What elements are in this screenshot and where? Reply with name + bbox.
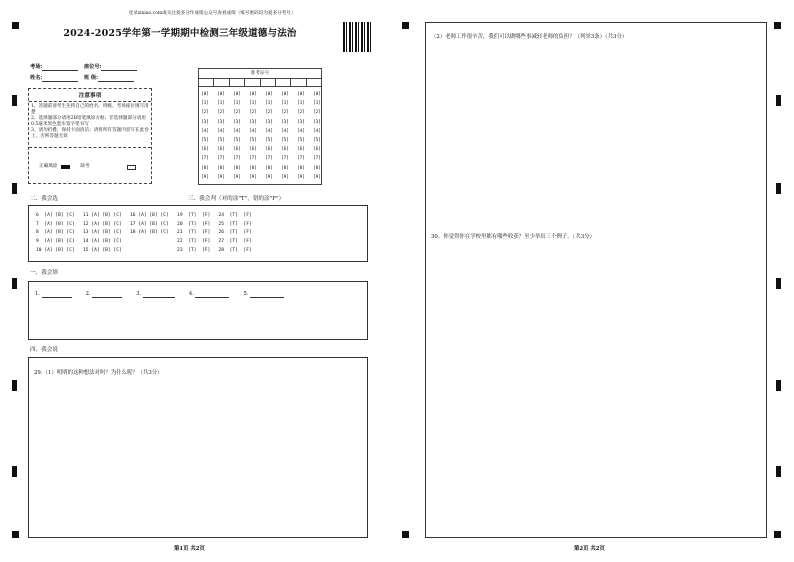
admission-bubble[interactable]: [1] xyxy=(233,101,241,107)
choice-row[interactable]: 10 [A] [B] [C] 15 [A] [B] [C] 23 [T] [F] 28 [T] [F] xyxy=(36,248,252,254)
admission-bubble[interactable]: [1] xyxy=(297,101,305,107)
admission-bubble[interactable]: [4] xyxy=(201,128,209,134)
admission-bubble[interactable]: [4] xyxy=(297,128,305,134)
admission-bubble[interactable]: [8] xyxy=(313,165,321,171)
blank-2[interactable]: 2. xyxy=(86,291,123,298)
admission-bubble[interactable]: [3] xyxy=(217,119,225,125)
admission-bubble[interactable]: [3] xyxy=(297,119,305,125)
timing-mark xyxy=(776,380,781,391)
timing-mark xyxy=(12,380,17,391)
admission-bubble-row[interactable] xyxy=(201,136,321,145)
admission-bubble[interactable]: [8] xyxy=(297,165,305,171)
admission-bubble[interactable]: [1] xyxy=(249,101,257,107)
footer-page-1: 第1页 共2页 xyxy=(174,546,205,552)
admission-bubble[interactable]: [6] xyxy=(217,147,225,153)
admission-bubble[interactable]: [0] xyxy=(233,92,241,98)
notice-item: 3、请勿折叠，保持卡面清洁；请将所有答题内容写在此卷上，否则答题无效 xyxy=(31,127,149,139)
admission-bubble-row[interactable] xyxy=(201,154,321,163)
notice-item: 2、选择题部分请用2B铅笔填涂方框；非选择题部分请用0.5毫米黑色墨水签字笔书写 xyxy=(31,115,146,127)
section3-label: 三、我会判（对的涂"T"，错的涂"F"） xyxy=(188,196,285,202)
admission-bubble[interactable]: [0] xyxy=(265,92,273,98)
corner-mark-tr xyxy=(774,22,781,29)
admission-bubble[interactable]: [2] xyxy=(201,110,209,116)
blank-3[interactable]: 3. xyxy=(136,291,175,298)
timing-mark xyxy=(12,278,17,289)
admission-bubble[interactable]: [0] xyxy=(249,92,257,98)
admission-bubble[interactable]: [4] xyxy=(233,128,241,134)
admission-bubble[interactable]: [2] xyxy=(249,110,257,116)
page-title: 2024-2025学年第一学期期中检测三年级道德与法治 xyxy=(63,28,297,39)
admission-bubble-row[interactable] xyxy=(201,145,321,154)
admission-bubble[interactable]: [1] xyxy=(313,101,321,107)
admission-number-grid xyxy=(198,68,322,185)
admission-bubble-row[interactable] xyxy=(201,173,321,182)
section2-label: 二、我会选 xyxy=(30,196,58,202)
notice-item: 1、答题前请考生先将自己的姓名、班级、考场座位填写清楚 xyxy=(31,104,149,115)
admission-bubble[interactable]: [9] xyxy=(233,174,241,180)
admission-bubble[interactable]: [7] xyxy=(201,156,209,162)
blank-5[interactable]: 5. xyxy=(243,291,284,298)
admission-bubble[interactable]: [2] xyxy=(233,110,241,116)
admission-bubble[interactable]: [9] xyxy=(313,174,321,180)
admission-bubble[interactable]: [7] xyxy=(297,156,305,162)
admission-bubble[interactable]: [1] xyxy=(217,101,225,107)
right-answer-box[interactable] xyxy=(425,22,767,538)
admission-digit-boxes[interactable] xyxy=(199,79,321,87)
admission-bubble[interactable]: [6] xyxy=(233,147,241,153)
admission-bubble[interactable]: [2] xyxy=(217,110,225,116)
choice-row[interactable]: 7 [A] [B] [C] 12 [A] [B] [C] 17 [A] [B] [C] 20 [T] [F] 25 [T] [F] xyxy=(36,221,252,227)
admission-bubble[interactable]: [4] xyxy=(281,128,289,134)
admission-bubble[interactable]: [6] xyxy=(201,147,209,153)
notice-box xyxy=(28,88,152,184)
admission-bubble[interactable]: [6] xyxy=(313,147,321,153)
admission-bubble[interactable]: [2] xyxy=(265,110,273,116)
admission-bubble[interactable]: [9] xyxy=(249,174,257,180)
admission-bubble[interactable]: [5] xyxy=(313,138,321,144)
notice-title: 注意事项 xyxy=(29,89,151,102)
admission-bubble[interactable]: [2] xyxy=(281,110,289,116)
corner-mark-br xyxy=(774,531,781,538)
corner-mark-mid-bottom xyxy=(402,531,409,538)
admission-bubbles[interactable] xyxy=(201,90,321,182)
corner-mark-bl xyxy=(12,531,19,538)
admission-bubble-row[interactable] xyxy=(201,127,321,136)
admission-bubble[interactable]: [3] xyxy=(281,119,289,125)
footer-page-2: 第2页 共2页 xyxy=(574,546,605,552)
fill-box xyxy=(28,281,368,340)
name-class-field[interactable]: 姓名: 班 级: xyxy=(30,75,134,82)
admission-bubble[interactable]: [1] xyxy=(265,101,273,107)
admission-bubble[interactable]: [2] xyxy=(297,110,305,116)
timing-mark xyxy=(776,183,781,194)
timing-mark xyxy=(12,95,17,106)
blank-1[interactable]: 1. xyxy=(35,291,72,298)
absent-label: 缺考 xyxy=(80,164,90,169)
admission-bubble[interactable]: [4] xyxy=(217,128,225,134)
choice-box xyxy=(28,205,368,262)
admission-bubble[interactable]: [0] xyxy=(297,92,305,98)
admission-bubble[interactable]: [8] xyxy=(249,165,257,171)
admission-bubble-row[interactable] xyxy=(201,164,321,173)
admission-bubble[interactable]: [5] xyxy=(233,138,241,144)
admission-bubble[interactable]: [1] xyxy=(281,101,289,107)
corner-mark-mid-top xyxy=(402,22,409,29)
admission-bubble[interactable]: [7] xyxy=(233,156,241,162)
admission-bubble-row[interactable] xyxy=(201,118,321,127)
timing-mark xyxy=(776,95,781,106)
admission-bubble[interactable]: [5] xyxy=(217,138,225,144)
correct-fill-label: 正确填涂 xyxy=(39,164,58,169)
admission-bubble[interactable]: [0] xyxy=(313,92,321,98)
admission-bubble[interactable]: [8] xyxy=(201,165,209,171)
section1-label: 一、我会填 xyxy=(30,270,58,276)
admission-bubble[interactable]: [9] xyxy=(201,174,209,180)
admission-bubble[interactable]: [9] xyxy=(281,174,289,180)
timing-mark xyxy=(776,278,781,289)
admission-bubble[interactable]: [4] xyxy=(249,128,257,134)
timing-mark xyxy=(12,183,17,194)
admission-bubble[interactable]: [5] xyxy=(297,138,305,144)
admission-bubble[interactable]: [5] xyxy=(281,138,289,144)
admission-bubble[interactable]: [5] xyxy=(265,138,273,144)
q29-2-text: （2）老师工作很辛苦，我们可以做哪些事减轻老师的负担？（列举3条）（共3分） xyxy=(431,34,628,40)
admission-bubble-row[interactable] xyxy=(201,108,321,117)
choice-row[interactable]: 6 [A] [B] [C] 11 [A] [B] [C] 16 [A] [B] [C] 19 [T] [F] 24 [T] [F] xyxy=(36,212,252,218)
q30-text: 30、你觉得你在学校里都有哪些收获？至少举出三个例子。（共3分） xyxy=(431,234,595,240)
admission-bubble-row[interactable] xyxy=(201,99,321,108)
admission-bubble[interactable]: [3] xyxy=(233,119,241,125)
blank-4[interactable]: 4. xyxy=(189,291,230,298)
admission-bubble[interactable]: [2] xyxy=(313,110,321,116)
admission-bubble[interactable]: [0] xyxy=(281,92,289,98)
admission-bubble[interactable]: [5] xyxy=(249,138,257,144)
admission-bubble[interactable]: [7] xyxy=(217,156,225,162)
admission-bubble[interactable]: [0] xyxy=(217,92,225,98)
admission-bubble[interactable]: [1] xyxy=(201,101,209,107)
admission-bubble[interactable]: [7] xyxy=(265,156,273,162)
timing-mark xyxy=(776,466,781,477)
admission-bubble[interactable]: [9] xyxy=(217,174,225,180)
choice-row[interactable]: 9 [A] [B] [C] 14 [A] [B] [C] 22 [T] [F] 27 [T] [F] xyxy=(36,239,252,245)
exam-room-field[interactable]: 考场: 座位号: xyxy=(30,64,137,71)
q29-text: 29.（1）明明的这种想法对吗？为什么呢？（共3分） xyxy=(34,370,163,376)
admission-bubble[interactable]: [7] xyxy=(249,156,257,162)
filled-box-icon xyxy=(61,165,70,169)
corner-mark-tl xyxy=(12,22,19,29)
admission-bubble[interactable]: [7] xyxy=(313,156,321,162)
admission-title: 准考证号 xyxy=(199,69,321,79)
admission-bubble[interactable]: [8] xyxy=(281,165,289,171)
admission-bubble[interactable]: [3] xyxy=(265,119,273,125)
admission-bubble[interactable]: [8] xyxy=(217,165,225,171)
admission-bubble[interactable]: [9] xyxy=(265,174,273,180)
admission-bubble[interactable]: [8] xyxy=(265,165,273,171)
admission-bubble[interactable]: [0] xyxy=(201,92,209,98)
admission-bubble[interactable]: [7] xyxy=(281,156,289,162)
admission-bubble-row[interactable] xyxy=(201,90,321,99)
admission-bubble[interactable]: [9] xyxy=(297,174,305,180)
absent-checkbox[interactable] xyxy=(127,165,136,170)
choice-row[interactable]: 8 [A] [B] [C] 13 [A] [B] [C] 18 [A] [B] [C] 21 [T] [F] 26 [T] [F] xyxy=(36,230,252,236)
admission-bubble[interactable]: [6] xyxy=(249,147,257,153)
qr-code-icon xyxy=(343,22,373,52)
admission-bubble[interactable]: [6] xyxy=(265,147,273,153)
admission-bubble[interactable]: [3] xyxy=(201,119,209,125)
admission-bubble[interactable]: [6] xyxy=(297,147,305,153)
q29-answer-box[interactable] xyxy=(28,357,368,538)
admission-bubble[interactable]: [8] xyxy=(233,165,241,171)
header-note: 登录zixiao.com或关注爱多分作成绩公众号查看成绩（账号密码均为爱多分考号） xyxy=(128,11,296,16)
admission-bubble[interactable]: [5] xyxy=(201,138,209,144)
admission-bubble[interactable]: [3] xyxy=(313,119,321,125)
admission-bubble[interactable]: [4] xyxy=(313,128,321,134)
admission-bubble[interactable]: [6] xyxy=(281,147,289,153)
admission-bubble[interactable]: [3] xyxy=(249,119,257,125)
timing-mark xyxy=(12,466,17,477)
section4-label: 四、我会说 xyxy=(30,347,58,353)
admission-bubble[interactable]: [4] xyxy=(265,128,273,134)
